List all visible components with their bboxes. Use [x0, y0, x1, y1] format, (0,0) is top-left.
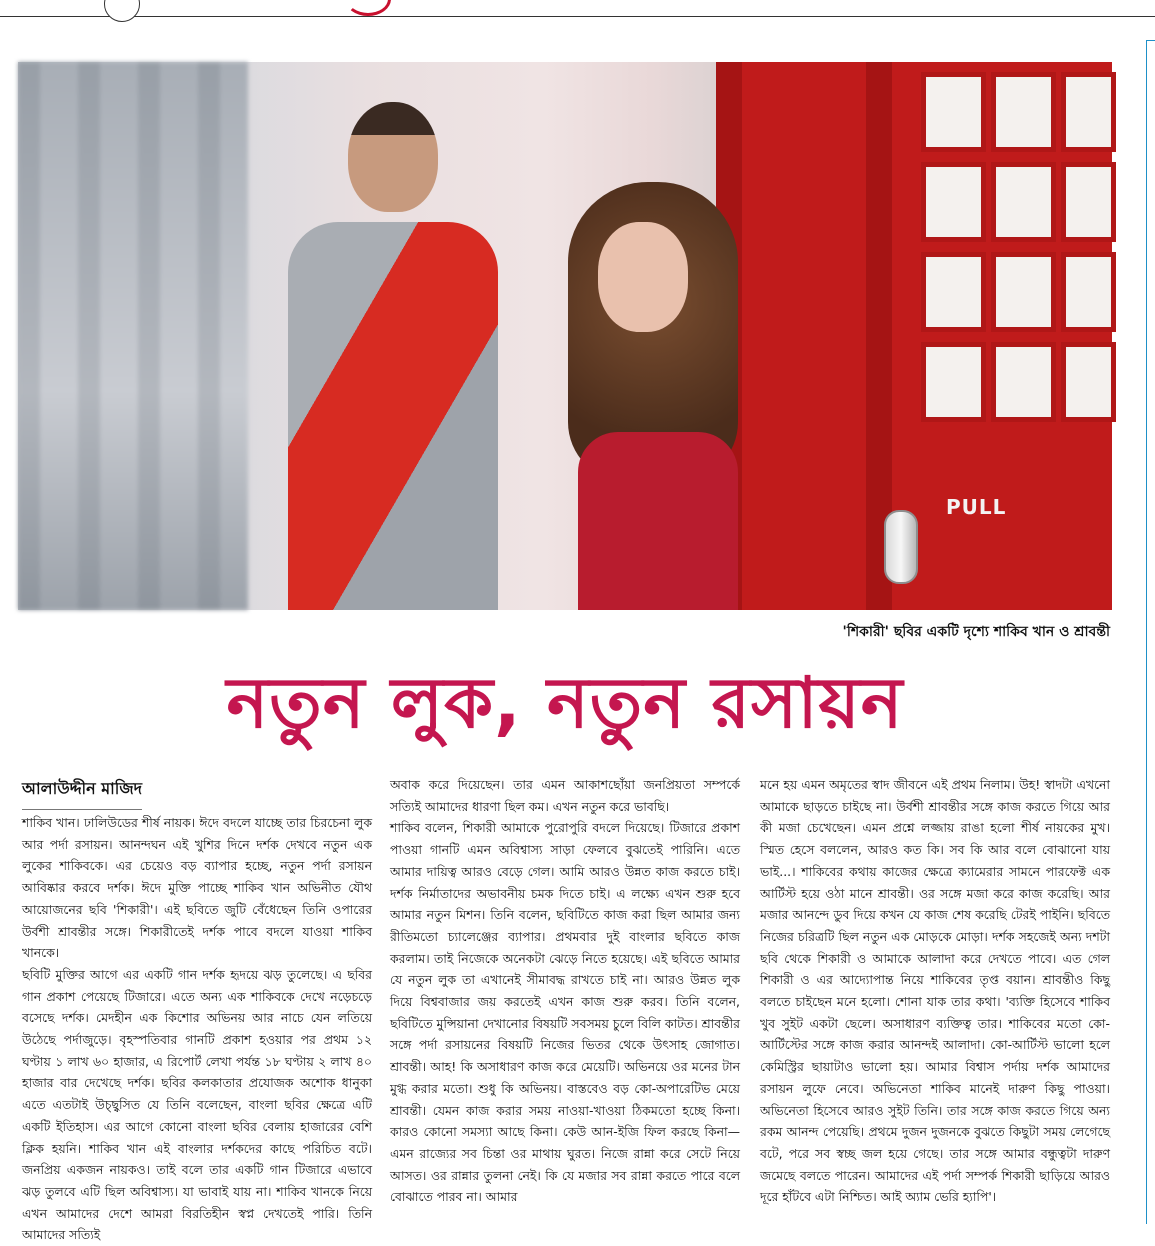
- photo-actor-figure: [268, 82, 508, 610]
- booth-pane: [991, 72, 1056, 152]
- headline: নতুন লুক, নতুন রসায়ন: [226, 662, 904, 744]
- byline: আলাউদ্দীন মাজিদ: [22, 776, 142, 810]
- photo-actress-figure: [548, 182, 758, 610]
- booth-pane: [991, 162, 1056, 242]
- actor-head: [348, 102, 438, 212]
- actress-face: [598, 222, 688, 332]
- paragraph: ছবিটি মুক্তির আগে এর একটি গান দর্শক হৃদয়ে ঝড় তুলেছে। এ ছবির গান প্রকাশ পেয়েছে টিজারে। এতে অন্য এক শাকিবকে দেখে নড়েচড়ে বসেছে দর্শক। মেদহীন এক কিশোর অভিনয় আর নাচে যেন লতিয়ে উঠেছে পর্দাজুড়ে। বৃহস্পতিবার গানটি প্রকাশ হওয়ার পর প্রথম ১২ ঘণ্টায় ১ লাখ ৬০ হাজার, এ রিপোর্ট লেখা পর্যন্ত ১৮ ঘণ্টায় ২ লাখ ৪০ হাজার বার দেখেছে দর্শক। ছবির কলকাতার প্রযোজক অশোক ধানুকা এতে এতটাই উচ্ছ্বসিত যে তিনি বলেছেন, বাংলা ছবির ক্ষেত্রে এটি একটি ইতিহাস। এর আগে কোনো বাংলা ছবির বেলায় হাজারের বেশি ক্লিক হয়নি। শাকিব খান এই বাংলার দর্শকদের কাছে পরিচিত বটে। জনপ্রিয় একজন নায়কও। তাই বলে তার একটি গান টিজারে এভাবে ঝড় তুলবে এটি ছিল অবিশ্বাস্য। যা ভাবাই যায় না। শাকিব খানকে নিয়ে এখন আমাদের দেশে আমরা বিরতিহীন স্বপ্ন দেখতেই পারি। তিনি আমাদের সত্যিই: [22, 966, 372, 1243]
- booth-pane: [991, 342, 1056, 422]
- booth-pane: [1061, 72, 1116, 152]
- article-column-2: [390, 774, 740, 1224]
- photo-background-building: [18, 62, 248, 610]
- side-column-tick: [1146, 40, 1155, 41]
- actress-dress: [578, 432, 738, 610]
- booth-pane: [921, 72, 986, 152]
- booth-pull-text: PULL: [946, 495, 1007, 519]
- side-column-rule: [1146, 40, 1147, 1224]
- booth-pane: [921, 252, 986, 332]
- page-tab-notch: [104, 0, 140, 22]
- paragraph: শাকিব বলেন, শিকারী আমাকে পুরোপুরি বদলে দিয়েছে। টিজারে প্রকাশ পাওয়া গানটি এমন অবিশ্বাস্য সাড়া ফেলবে বুঝতেই পারিনি। এতে আমার দায়িত্ব আরও বেড়ে গেল। আমি আরও উন্নত কাজ করতে চাই। দর্শক নির্মাতাদের অভাবনীয় চমক দিতে চাই। এ লক্ষ্যে এখন শুরু হবে আমার নতুন মিশন। তিনি বলেন, ছবিটিতে কাজ করা ছিল আমার জন্য রীতিমতো চ্যালেঞ্জের ব্যাপার। প্রথমবার দুই বাংলার ছবিতে কাজ করলাম। তাই নিজেকে অনেকটা ঝেড়ে নিতে হয়েছে। এই ছবিতে আমার যে নতুন লুক তা এখানেই সীমাবদ্ধ রাখতে চাই না। আরও উন্নত লুক দিয়ে বিশ্ববাজার জয় করতেই এখন কাজ শুরু করব। তিনি বলেন, ছবিটিতে মুন্সিয়ানা দেখানোর বিষয়টি সবসময় চুলে বিলি কাটত। শ্রাবন্তীর সঙ্গে পর্দা রসায়নের বিষয়টি নিজের ভিতর থেকে উৎসাহ জোগাত। শ্রাবন্তী। আহ! কি অসাধারণ কাজ করে মেয়েটি। অভিনয়ে ওর মনের টান মুগ্ধ করার মতো। শুধু কি অভিনয়। বাস্তবেও বড় কো-অপারেটিভ মেয়ে শ্রাবন্তী। যেমন কাজ করার সময় নাওয়া-খাওয়া ঠিকমতো হচ্ছে কিনা। কারও কোনো সমস্যা আছে কিনা। কেউ আন-ইজি ফিল করছে কিনা— এমন রাজ্যের সব চিন্তা ওর মাথায় ঘুরত। নিজে রান্না করে সেটে নিয়ে আসত। ওর রান্নার তুলনা নেই। কি যে মজার সব রান্না করতে পারে বলে বোঝাতে পারব না। আমার: [390, 820, 740, 1205]
- booth-door-handle: [884, 510, 918, 584]
- paragraph: অবাক করে দিয়েছেন। তার এমন আকাশছোঁয়া জনপ্রিয়তা সম্পর্কে সত্যিই আমাদের ধারণা ছিল কম। এখন নতুন করে ভাবছি।: [390, 777, 740, 814]
- booth-pane: [1061, 342, 1116, 422]
- lead-photo: [18, 62, 1112, 610]
- article-column-1: [22, 812, 372, 1243]
- photo-caption: 'শিকারী' ছবির একটি দৃশ্যে শাকিব খান ও শ্রাবন্তী: [842, 624, 1110, 640]
- booth-pane: [1061, 252, 1116, 332]
- booth-pane: [921, 342, 986, 422]
- booth-pane: [921, 162, 986, 242]
- booth-pane: [991, 252, 1056, 332]
- booth-pane: [1061, 162, 1116, 242]
- section-logo-mark: [345, 0, 391, 16]
- article-column-3: [760, 774, 1110, 1224]
- paragraph: শাকিব খান। ঢালিউডের শীর্ষ নায়ক। ঈদে বদলে যাচ্ছে তার চিরচেনা লুক আর পর্দা রসায়ন। আনন্দঘন এই খুশির দিনে দর্শক দেখবে নতুন এক লুকের শাকিবকে। এর চেয়েও বড় ব্যাপার হচ্ছে, নতুন পর্দা রসায়ন আবিষ্কার করবে দর্শক। ঈদে মুক্তি পাচ্ছে শাকিব খান অভিনীত যৌথ আয়োজনের ছবি 'শিকারী'। এই ছবিতে জুটি বেঁধেছেন তিনি ওপারের উর্বশী শ্রাবন্তীর সঙ্গে। শিকারীতেই দর্শক পাবে বদলে যাওয়া শাকিব খানকে।: [22, 815, 372, 961]
- top-rule: [0, 16, 1155, 17]
- actor-jacket: [288, 222, 498, 610]
- paragraph: মনে হয় এমন অমৃতের স্বাদ জীবনে এই প্রথম নিলাম। উহ! স্বাদটা এখনো আমাকে ছাড়তে চাইছে না। উর্বশী শ্রাবন্তীর সঙ্গে কাজ করতে গিয়ে আর কী মজা চেখেছেন। এমন প্রশ্নে লজ্জায় রাঙা হলো শীর্ষ নায়কের মুখ। স্মিত হেসে বললেন, আরও কত কি। সব কি আর বলে বোঝানো যায় ভাই...। শাকিবের কথায় কাজের ক্ষেত্রে ক্যামেরার সামনে পারফেক্ট এক আর্টিস্ট হয়ে ওঠা মানে শ্রাবন্তী। ওর সঙ্গে মজা করে কাজ করেছি। আর মজার আনন্দে ডুব দিয়ে কখন যে কাজ শেষ করেছি টেরই পাইনি। ছবিতে নিজের চরিত্রটি ছিল নতুন এক মোড়কে মোড়া। দর্শক সহজেই অন্য দশটা ছবি থেকে শিকারী ও আমাকে আলাদা করে দেখতে পাবে। এত গেল শিকারী ও এর আদ্যোপান্ত নিয়ে শাকিবের তৃপ্ত বয়ান। শ্রাবন্তীও কিছু বলতে চাইছেন মনে হলো। শোনা যাক তার কথা। 'ব্যক্তি হিসেবে শাকিব খুব সুইট একটা ছেলে। অসাধারণ ব্যক্তিত্ব তার। শাকিবের মতো কো-আর্টিস্টের সঙ্গে কাজ করার আনন্দই আলাদা। কো-আর্টিস্ট ভালো হলে কেমিস্ট্রির ছায়াটাও ভালো হয়। আমার বিশ্বাস পর্দায় দর্শক আমাদের রসায়ন লুফে নেবে। অভিনেতা শাকিব মানেই দারুণ কিছু পাওয়া। অভিনেতা হিসেবে আরও সুইট তিনি। তার সঙ্গে কাজ করতে গিয়ে অন্য রকম আনন্দ পেয়েছি। প্রথমে দুজন দুজনকে বুঝতে কিছুটা সময় লেগেছে বটে, পরে সব স্বচ্ছ জল হয়ে গেছে। তার সঙ্গে আমার বন্ধুত্বটা দারুণ জমেছে বলতে পারেন। আমাদের এই পর্দা সম্পর্ক শিকারী ছাড়িয়ে আরও দূরে হাঁটবে এটা নিশ্চিত। আই অ্যাম ভেরি হ্যাপি'।: [760, 777, 1110, 1205]
